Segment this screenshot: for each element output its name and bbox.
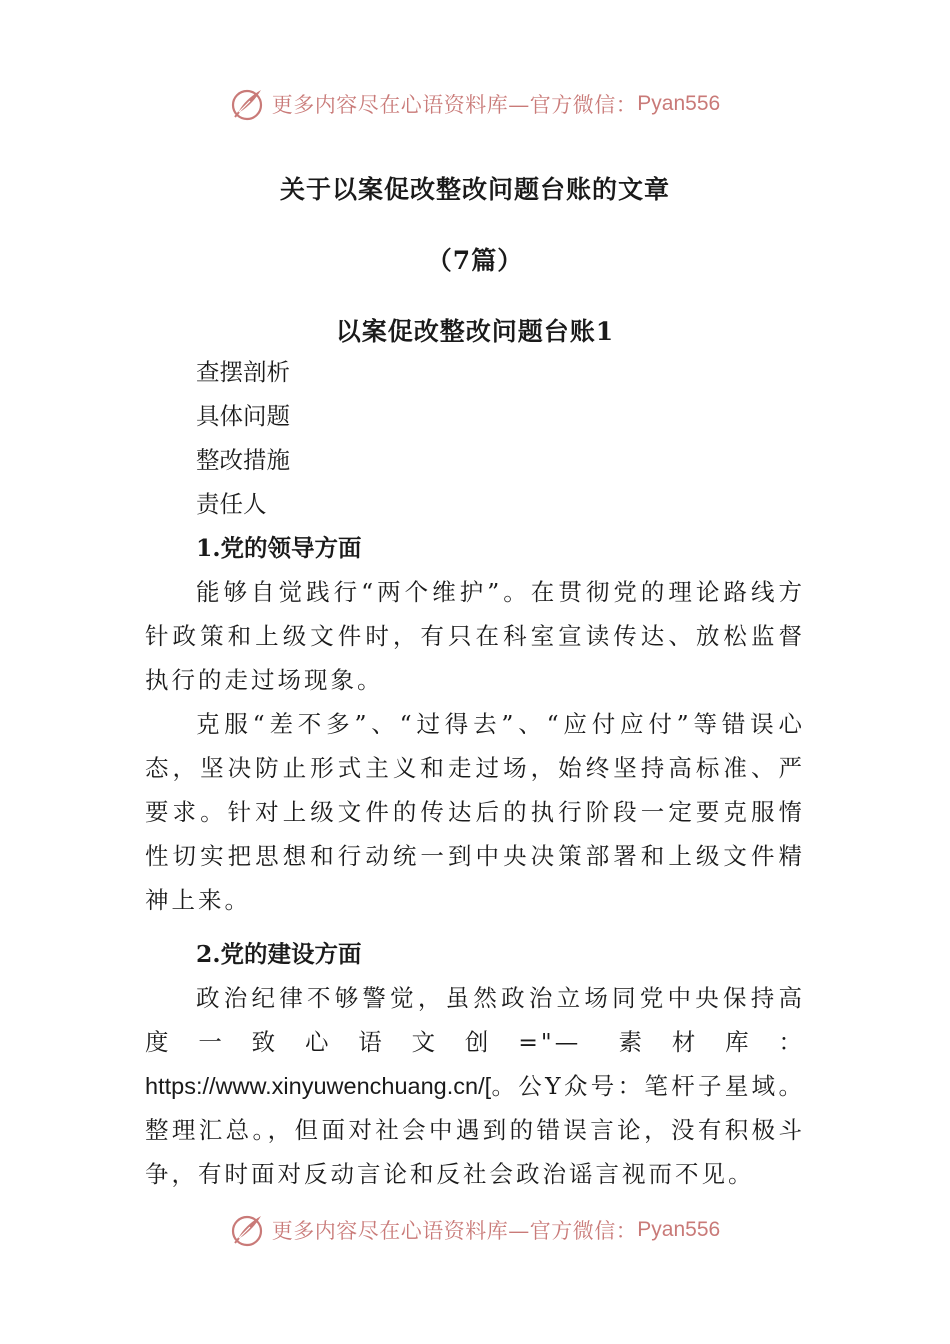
table-header-measures: 整改措施 <box>196 446 290 474</box>
watermark-account: Pyan556 <box>637 1218 721 1241</box>
document-body <box>145 350 805 1196</box>
watermark-header <box>0 82 950 126</box>
section2-url: https://www.xinyuwenchuang.cn/[ <box>145 1073 492 1099</box>
section1-paragraph-1: 能够自觉践行“两个维护”。在贯彻党的理论路线方针政策和上级文件时，有只在科室宣读传达、放松监督执行的走过场现象。 <box>145 578 805 694</box>
table-header-owner: 责任人 <box>196 490 267 518</box>
document-subtitle: 以案促改整改问题台账1 <box>335 317 615 346</box>
table-header-problem: 具体问题 <box>196 402 290 430</box>
section1-paragraph-2: 克服“差不多”、“过得去”、“应付应付”等错误心态，坚决防止形式主义和走过场，始终坚持高标准、严要求。针对上级文件的传达后的执行阶段一定要克服惰性切实把思想和行动统一到中央决策部署和上级文件精神上来。 <box>145 710 805 914</box>
section2-paragraph <box>145 976 805 1196</box>
quill-logo-icon <box>230 86 266 122</box>
watermark-text: 更多内容尽在心语资料库—官方微信： <box>271 1219 638 1243</box>
quill-logo-icon <box>230 1212 266 1248</box>
watermark-account: Pyan556 <box>637 92 721 115</box>
section-heading-construction: 2.党的建设方面 <box>196 940 362 968</box>
document-title: 关于以案促改整改问题台账的文章 <box>279 175 670 204</box>
document-count: （7篇） <box>426 246 524 275</box>
section-heading-leadership: 1.党的领导方面 <box>196 534 362 562</box>
table-header-analysis: 查摆剖析 <box>196 358 290 386</box>
watermark-footer <box>0 1208 950 1252</box>
section2-text-end: 。公Y众号：笔杆子星域。整理汇总。，但面对社会中遇到的错误言论，没有积极斗争，有时面对反动言论和反社会政治谣言视而不见。 <box>145 1072 805 1188</box>
section2-text-start: 政治纪律不够警觉，虽然政治立场同党中央保持高度一致心语文创="— 素材库： <box>145 984 805 1056</box>
watermark-text: 更多内容尽在心语资料库—官方微信： <box>271 93 638 117</box>
